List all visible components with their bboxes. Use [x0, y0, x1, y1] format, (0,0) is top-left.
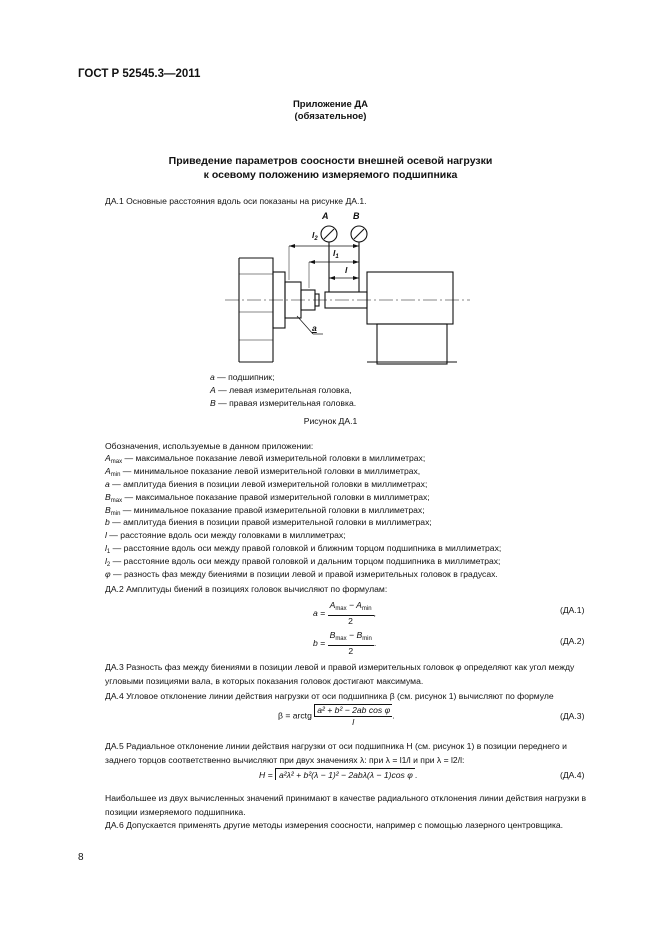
definition-item: φ — разность фаз между биениями в позиции левой и правой измерительных головок в градусах.	[105, 569, 498, 580]
definition-item: $l_1$ — расстояние вдоль оси между правой головкой и ближним торцом подшипника в миллиметрах;	[105, 543, 502, 556]
right-housing	[367, 272, 453, 324]
formula-number-da2: (ДА.2)	[560, 636, 585, 646]
formula-da2: b = $\frac{B_{max} - B_{min}}{2}$ .	[313, 630, 377, 656]
label-l: l	[345, 265, 348, 275]
label-gauge-b: B	[353, 211, 360, 221]
formula-da1: a = $\frac{A_{max} - A_{min}}{2}$ ,	[313, 600, 376, 626]
appendix-title: Приложение ДА	[292, 99, 369, 110]
definition-item: $B_{max}$ — максимальное показание правой измерительной головки в миллиметрах;	[105, 491, 430, 504]
figure-caption: Рисунок ДА.1	[303, 416, 358, 426]
legend-item: B — правая измерительная головка.	[210, 398, 357, 408]
label-l1: $l_1$	[333, 248, 339, 260]
paragraph-da2: ДА.2 Амплитуды биений в позициях головок вычисляют по формулам:	[105, 584, 388, 594]
figure-legend	[210, 372, 356, 411]
left-housing	[239, 258, 273, 362]
paragraph-da5: ДА.5 Радиальное отклонение линии действия нагрузки от оси подшипника H (см. рисунок 1) в позиции переднего и заднего торцов соответственно вычисляют при двух значениях λ: при λ = l1/l и при λ = l2/l:	[105, 741, 567, 765]
appendix-status: (обязательное)	[294, 111, 367, 122]
definition-item: $A_{min}$ — минимальное показание левой измерительной головки в миллиметрах,	[105, 465, 421, 478]
definition-item: a — амплитуда биения в позиции левой измерительной головки в миллиметрах;	[105, 478, 428, 489]
paragraph-da1: ДА.1 Основные расстояния вдоль оси показаны на рисунке ДА.1.	[105, 196, 367, 206]
definition-item: $l_2$ — расстояние вдоль оси между правой головкой и дальним торцом подшипника в миллиметрах;	[105, 556, 501, 569]
definition-item: $B_{min}$ — минимальное показание правой измерительной головки в миллиметрах;	[105, 504, 425, 517]
figure-da1-diagram	[225, 212, 475, 367]
legend-item: A — левая измерительная головка,	[210, 385, 352, 395]
formula-number-da3: (ДА.3)	[560, 711, 585, 721]
paragraph-da6: ДА.6 Допускается применять другие методы измерения соосности, например с помощью лазерного центровщика.	[105, 820, 564, 830]
paragraph-da4: ДА.4 Угловое отклонение линии действия нагрузки от оси подшипника β (см. рисунок 1) вычисляют по формуле	[105, 691, 554, 701]
label-l2: $l_2$	[312, 230, 318, 242]
definition-item: $A_{max}$ — максимальное показание левой измерительной головки в миллиметрах;	[105, 453, 426, 465]
label-a: a	[312, 323, 317, 333]
definitions-list	[105, 453, 501, 582]
standard-header: ГОСТ Р 52545.3—2011	[78, 68, 201, 80]
formula-number-da1: (ДА.1)	[560, 605, 585, 615]
definition-item: l — расстояние вдоль оси между головками в миллиметрах;	[105, 530, 346, 541]
page-number: 8	[78, 852, 84, 863]
paragraph-da3: ДА.3 Разность фаз между биениями в позиции левой и правой измерительных головок φ определяют как угол между угловыми позициями вала, в которых показания головок достигают максимума.	[105, 662, 575, 686]
section-title-line2: к осевому положению измеряемого подшипника	[203, 169, 458, 181]
formula-number-da4: (ДА.4)	[560, 770, 585, 780]
definition-item: b — амплитуда биения в позиции правой измерительной головки в миллиметрах;	[105, 517, 432, 528]
paragraph-final: Наибольшее из двух вычисленных значений принимают в качестве радиального отклонения линии действия нагрузки в позиции измеряемого подшипника.	[105, 793, 587, 817]
definitions-intro: Обозначения, используемые в данном приложении:	[105, 441, 314, 451]
formula-da4: H = a²λ² + b²(λ − 1)² − 2abλ(λ − 1)cos φ .	[259, 770, 418, 780]
formula-da3: β = arctg $\frac{\text{a² + b² − 2ab cos φ}}{l}$ .	[278, 705, 395, 727]
label-gauge-a: A	[322, 211, 329, 221]
section-title-line1: Приведение параметров соосности внешней осевой нагрузки	[168, 155, 493, 167]
legend-item: a — подшипник;	[210, 372, 275, 382]
